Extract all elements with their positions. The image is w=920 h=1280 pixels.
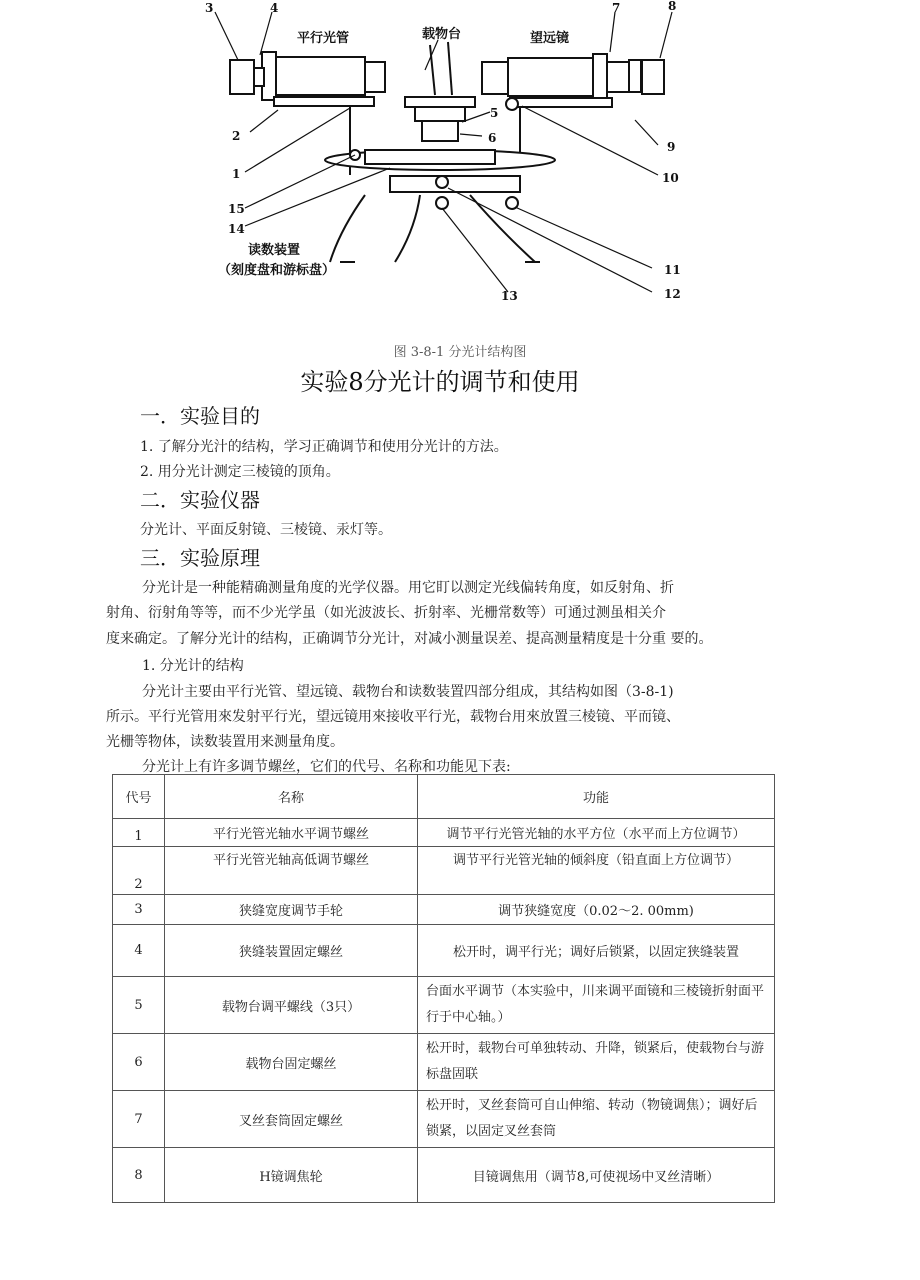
row-function: 目镜调焦用（调节8,可使视场中叉丝清晰） — [418, 1148, 775, 1203]
principle-line-1: 分光计是一种能精确测量角度的光学仪器。用它盯以测定光线偏转角度，如反射角、折 — [142, 580, 674, 596]
header-name: 名称 — [165, 775, 418, 819]
table-intro: 分光计上有许多调节螺丝，它们的代号、名称和功能见下表: — [142, 759, 511, 775]
row-name: 载物台固定螺丝 — [165, 1034, 418, 1091]
table-row — [113, 819, 775, 847]
label-9: 9 — [667, 140, 676, 154]
table-row — [113, 977, 775, 1034]
table-header-row — [113, 775, 775, 819]
row-name: 载物台调平螺线（3只） — [165, 977, 418, 1034]
label-reading-device-sub: （刻度盘和游标盘） — [218, 263, 336, 278]
row-function: 调节平行光管光轴的倾斜度（铅直面上方位调节） — [418, 847, 775, 895]
principle-line-2: 射角、衍射角等等，而不少光学虽（如光波波长、折射率、光栅常数等）可通过测虽相关介 — [106, 605, 666, 621]
label-telescope: 望远镜 — [530, 31, 570, 46]
table-row — [113, 895, 775, 925]
table-row — [113, 847, 775, 895]
label-4: 4 — [270, 1, 279, 15]
structure-line-3: 光栅等物体，读数装置用来测量角度。 — [106, 734, 344, 750]
row-name: 平行光管光轴水平调节螺丝 — [165, 819, 418, 847]
label-stage: 载物台 — [422, 27, 462, 42]
spectrometer-diagram — [190, 0, 730, 335]
row-code: 6 — [113, 1034, 165, 1091]
label-13: 13 — [501, 289, 518, 303]
row-code: 3 — [113, 895, 165, 925]
row-function: 松开时，调平行光；调好后锁紧，以固定狭缝装置 — [418, 925, 775, 977]
label-11: 11 — [664, 263, 681, 277]
label-5: 5 — [490, 106, 499, 120]
page-title: 实验8分光计的调节和使用 — [300, 368, 580, 396]
label-12: 12 — [664, 287, 681, 301]
purpose-item-2: 2. 用分光计测定三棱镜的顶角。 — [140, 464, 340, 480]
principle-line-3: 度来确定。了解分光计的结构，正确调节分光计，对减小测量误差、提高测量精度是十分重 要的。 — [106, 631, 713, 647]
instruments-text: 分光计、平面反射镜、三棱镜、汞灯等。 — [140, 522, 392, 538]
figure-caption: 图 3-8-1 分光计结构图 — [393, 345, 527, 360]
row-code: 8 — [113, 1148, 165, 1203]
row-name: 狭缝宽度调节手轮 — [165, 895, 418, 925]
heading-principle: 三．实验原理 — [140, 546, 260, 570]
row-function: 调节平行光管光轴的水平方位（水平而上方位调节） — [418, 819, 775, 847]
row-function: 台面水平调节（本实验中，川来调平面镜和三棱镜折射面平行于中心轴。） — [418, 977, 775, 1034]
row-name: 叉丝套筒固定螺丝 — [165, 1091, 418, 1148]
structure-line-1: 分光计主要由平行光管、望远镜、载物台和读数装置四部分组成，其结构如图（3-8-1) — [142, 684, 674, 700]
row-name: H镜调焦轮 — [165, 1148, 418, 1203]
table-row — [113, 925, 775, 977]
label-1: 1 — [232, 167, 241, 181]
structure-line-2: 所示。平行光管用來发射平行光，望远镜用來接收平行光，载物台用來放置三棱镜、平而镜、 — [106, 709, 680, 725]
row-function: 调节狭缝宽度（0.02～2. 00mm) — [418, 895, 775, 925]
row-code: 1 — [113, 819, 165, 847]
label-2: 2 — [232, 129, 241, 143]
heading-instruments: 二．实验仪器 — [140, 488, 260, 512]
header-code: 代号 — [113, 775, 165, 819]
heading-purpose: 一．实验目的 — [140, 404, 260, 428]
label-10: 10 — [662, 171, 679, 185]
table-row — [113, 1034, 775, 1091]
label-14: 14 — [228, 222, 245, 236]
row-code: 7 — [113, 1091, 165, 1148]
row-code: 4 — [113, 925, 165, 977]
row-code: 5 — [113, 977, 165, 1034]
label-8: 8 — [668, 0, 677, 13]
label-15: 15 — [228, 202, 245, 216]
row-code: 2 — [113, 847, 165, 895]
structure-subheading: 1. 分光计的结构 — [142, 658, 244, 674]
table-row — [113, 1091, 775, 1148]
row-name: 平行光管光轴高低调节螺丝 — [165, 847, 418, 895]
label-3: 3 — [205, 1, 214, 15]
label-6: 6 — [488, 131, 497, 145]
row-function: 松开时，叉丝套筒可自山伸缩、转动（物镜调焦）；调好后锁紧，以固定叉丝套筒 — [418, 1091, 775, 1148]
header-function: 功能 — [418, 775, 775, 819]
label-7: 7 — [612, 1, 621, 15]
label-reading-device: 读数装置 — [248, 243, 301, 258]
row-name: 狭缝装置固定螺丝 — [165, 925, 418, 977]
label-collimator: 平行光管 — [297, 31, 350, 46]
adjustment-screw-table — [112, 774, 775, 1203]
table-row — [113, 1148, 775, 1203]
purpose-item-1: 1. 了解分光汁的结构，学习正确调节和使用分光计的方法。 — [140, 439, 508, 455]
row-function: 松开时，载物台可单独转动、升降，锁紧后，使载物台与游标盘固联 — [418, 1034, 775, 1091]
